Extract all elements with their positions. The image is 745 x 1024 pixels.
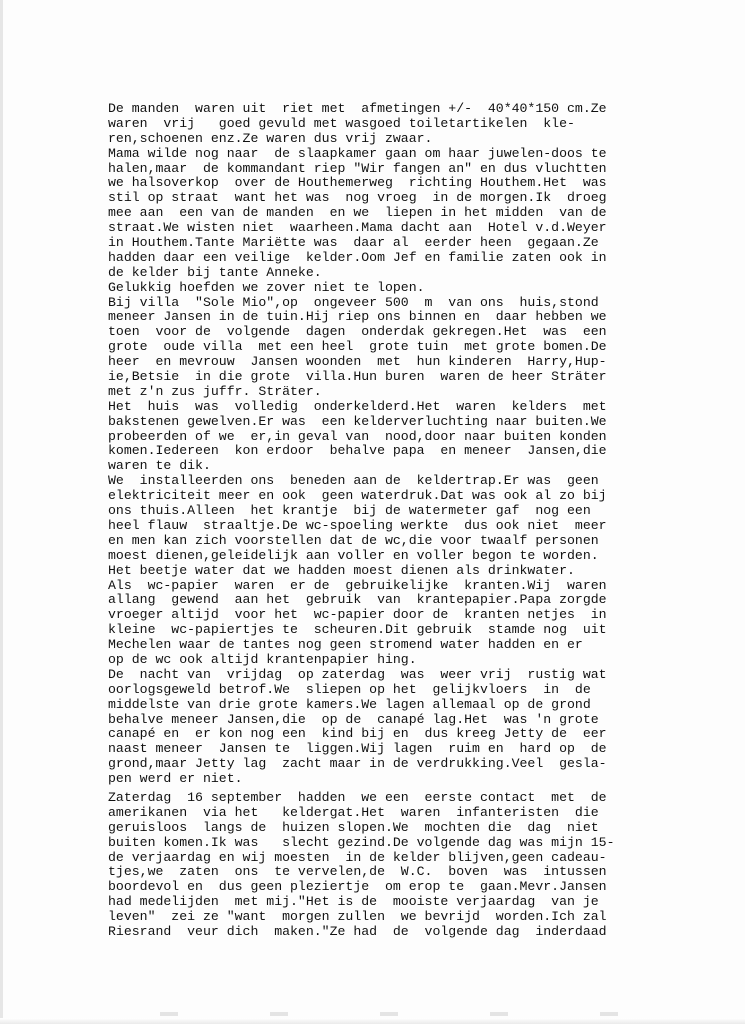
text-line: leven" zei ze "want morgen zullen we bevrijd worden.Ich zal [108,909,607,925]
text-line: heer en mevrouw Jansen woonden met hun kinderen Harry,Hup- [108,354,607,370]
text-line: pen werd er niet. [108,771,243,787]
scan-artifact-marks [120,1012,680,1016]
paragraph-block-2 [108,791,676,940]
text-line: waren vrij goed gevuld met wasgoed toiletartikelen kle- [108,115,575,131]
text-line: elektriciteit meer en ook geen waterdruk.Dat was ook al zo bij [108,488,607,504]
text-line: tjes,we zaten ons te vervelen,de W.C. boven was intussen [108,864,607,880]
text-line: de kelder bij tante Anneke. [108,264,322,280]
text-line: de verjaardag en wij moesten in de kelder blijven,geen cadeau- [108,849,607,865]
text-line: grond,maar Jetty lag zacht maar in de verdrukking.Veel gesla- [108,756,607,772]
text-line: oorlogsgeweld betrof.We sliepen op het gelijkvloers in de [108,681,591,697]
text-line: we halsoverkop over de Houthemerweg richting Houthem.Het was [108,175,607,191]
scan-edge-bottom [0,1018,745,1024]
text-line: op de wc ook altijd krantenpapier hing. [108,651,417,667]
text-line: ie,Betsie in die grote villa.Hun buren waren de heer Sträter [108,369,607,385]
text-line: De manden waren uit riet met afmetingen +/- 40*40*150 cm.Ze [108,101,607,116]
text-line: en men kan zich voorstellen dat de wc,die voor twaalf personen [108,532,599,548]
text-line: middelste van drie grote kamers.We lagen allemaal op de grond [108,696,591,712]
text-line: Riesrand veur dich maken."Ze had de volgende dag inderdaad [108,924,607,940]
text-line: boordevol en dus geen pleziertje om erop te gaan.Mevr.Jansen [108,879,607,895]
text-line: toen voor de volgende dagen onderdak gekregen.Het was een [108,324,607,340]
text-line: in Houthem.Tante Mariëtte was daar al eerder heen gegaan.Ze [108,235,599,251]
text-line: Bij villa "Sole Mio",op ongeveer 500 m van ons huis,stond [108,294,599,310]
text-line: moest dienen,geleidelijk aan voller en voller begon te worden. [108,547,599,563]
scan-edge-left [0,0,3,1024]
text-line: kleine wc-papiertjes te scheuren.Dit gebruik stamde nog uit [108,622,607,638]
text-line: stil op straat want het was nog vroeg in de morgen.Ik droeg [108,190,607,206]
text-line: waren te dik. [108,458,211,474]
text-line: vroeger altijd voor het wc-papier door de kranten netjes in [108,607,607,623]
text-line: Gelukkig hoefden we zover niet te lopen. [108,279,425,295]
text-line: hadden daar een veilige kelder.Oom Jef en familie zaten ook in [108,249,607,265]
text-line: mee aan een van de manden en we liepen in het midden van de [108,205,607,221]
paragraph-block-1 [108,102,676,787]
text-line: bakstenen gewelven.Er was een kelderverluchting naar buiten.We [108,413,607,429]
text-line: heel flauw straaltje.De wc-spoeling werkte dus ook niet meer [108,517,607,533]
text-line: buiten komen.Ik was slecht gezind.De volgende dag was mijn 15- [108,834,615,850]
text-line: komen.Iedereen kon erdoor behalve papa en meneer Jansen,die [108,443,607,459]
text-line: straat.We wisten niet waarheen.Mama dacht aan Hotel v.d.Weyer [108,220,607,236]
text-line: allang gewend aan het gebruik van krantepapier.Papa zorgde [108,592,607,608]
text-line: probeerden of we er,in geval van nood,door naar buiten konden [108,428,607,444]
text-line: had medelijden met mij."Het is de mooiste verjaardag van je [108,894,599,910]
text-line: halen,maar de kommandant riep "Wir fangen an" en dus vluchtten [108,160,607,176]
text-line: Zaterdag 16 september hadden we een eerste contact met de [108,790,607,805]
text-line: meneer Jansen in de tuin.Hij riep ons binnen en daar hebben we [108,309,607,325]
text-line: grote oude villa met een heel grote tuin met grote bomen.De [108,339,607,355]
text-line: amerikanen via het keldergat.Het waren infanteristen die [108,804,599,820]
text-line: behalve meneer Jansen,die op de canapé lag.Het was 'n grote [108,711,599,727]
text-line: Het huis was volledig onderkelderd.Het waren kelders met [108,398,607,414]
text-line: ren,schoenen enz.Ze waren dus vrij zwaar. [108,130,433,146]
text-line: met z'n zus juffr. Sträter. [108,383,322,399]
text-line: We installeerden ons beneden aan de keldertrap.Er was geen [108,473,599,489]
text-line: Het beetje water dat we hadden moest dienen als drinkwater. [108,562,575,578]
text-line: canapé en er kon nog een kind bij en dus kreeg Jetty de eer [108,726,607,742]
text-line: naast meneer Jansen te liggen.Wij lagen ruim en hard op de [108,741,607,757]
text-line: Als wc-papier waren er de gebruikelijke kranten.Wij waren [108,577,607,593]
text-line: Mechelen waar de tantes nog geen stromend water hadden en er [108,637,583,653]
text-line: geruisloos langs de huizen slopen.We mochten die dag niet [108,819,599,835]
text-line: ons thuis.Alleen het krantje bij de watermeter gaf nog een [108,503,591,519]
text-line: De nacht van vrijdag op zaterdag was weer vrij rustig wat [108,666,607,682]
text-line: Mama wilde nog naar de slaapkamer gaan om haar juwelen-doos te [108,145,607,161]
